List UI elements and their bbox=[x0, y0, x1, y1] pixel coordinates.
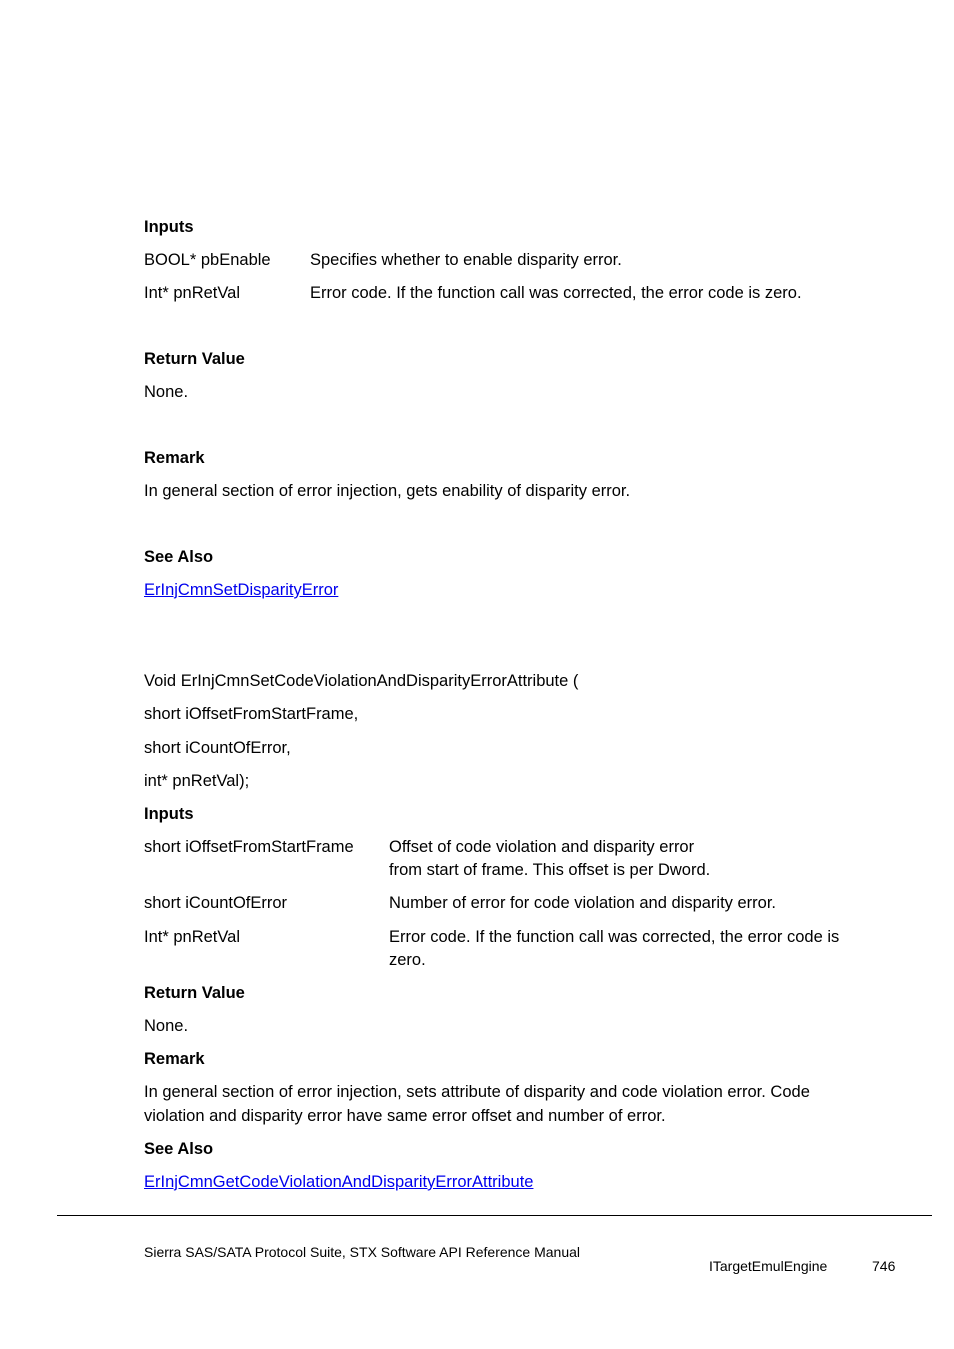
footer-divider bbox=[57, 1215, 932, 1216]
footer-section-name: ITargetEmulEngine bbox=[709, 1258, 828, 1274]
param-desc: Error code. If the function call was corrected, the error code is bbox=[389, 928, 840, 946]
return-value-heading: Return Value bbox=[144, 984, 245, 1002]
return-value-heading: Return Value bbox=[144, 350, 245, 368]
param-desc: zero. bbox=[389, 951, 426, 969]
see-also-heading: See Also bbox=[144, 1140, 214, 1158]
footer-page-number: 746 bbox=[872, 1258, 896, 1274]
param-desc: from start of frame. This offset is per Dword. bbox=[389, 861, 711, 879]
remark-text: violation and disparity error have same error offset and number of error. bbox=[144, 1107, 666, 1125]
param-name: short iOffsetFromStartFrame bbox=[144, 838, 354, 856]
remark-text: In general section of error injection, gets enability of disparity error. bbox=[144, 482, 631, 500]
inputs-heading: Inputs bbox=[144, 805, 194, 823]
param-name: Int* pnRetVal bbox=[144, 284, 241, 302]
see-also-link[interactable]: ErInjCmnSetDisparityError bbox=[144, 581, 339, 599]
param-name: BOOL* pbEnable bbox=[144, 251, 271, 269]
param-desc: Specifies whether to enable disparity error. bbox=[310, 251, 622, 269]
signature-line: Void ErInjCmnSetCodeViolationAndDisparityErrorAttribute ( bbox=[144, 672, 579, 690]
inputs-heading: Inputs bbox=[144, 218, 194, 236]
see-also-heading: See Also bbox=[144, 548, 214, 566]
param-desc: Offset of code violation and disparity error bbox=[389, 838, 695, 856]
remark-heading: Remark bbox=[144, 1050, 205, 1068]
signature-line: int* pnRetVal); bbox=[144, 772, 250, 790]
param-desc: Number of error for code violation and disparity error. bbox=[389, 894, 777, 912]
param-name: Int* pnRetVal bbox=[144, 928, 241, 946]
remark-heading: Remark bbox=[144, 449, 205, 467]
return-value-text: None. bbox=[144, 383, 189, 401]
signature-line: short iOffsetFromStartFrame, bbox=[144, 705, 359, 723]
return-value-text: None. bbox=[144, 1017, 189, 1035]
signature-line: short iCountOfError, bbox=[144, 739, 291, 757]
param-name: short iCountOfError bbox=[144, 894, 288, 912]
remark-text: In general section of error injection, sets attribute of disparity and code violation error. Code bbox=[144, 1083, 810, 1101]
footer-manual-title: Sierra SAS/SATA Protocol Suite, STX Software API Reference Manual bbox=[144, 1244, 581, 1260]
see-also-link[interactable]: ErInjCmnGetCodeViolationAndDisparityErrorAttribute bbox=[144, 1173, 534, 1191]
param-desc: Error code. If the function call was corrected, the error code is zero. bbox=[310, 284, 802, 302]
